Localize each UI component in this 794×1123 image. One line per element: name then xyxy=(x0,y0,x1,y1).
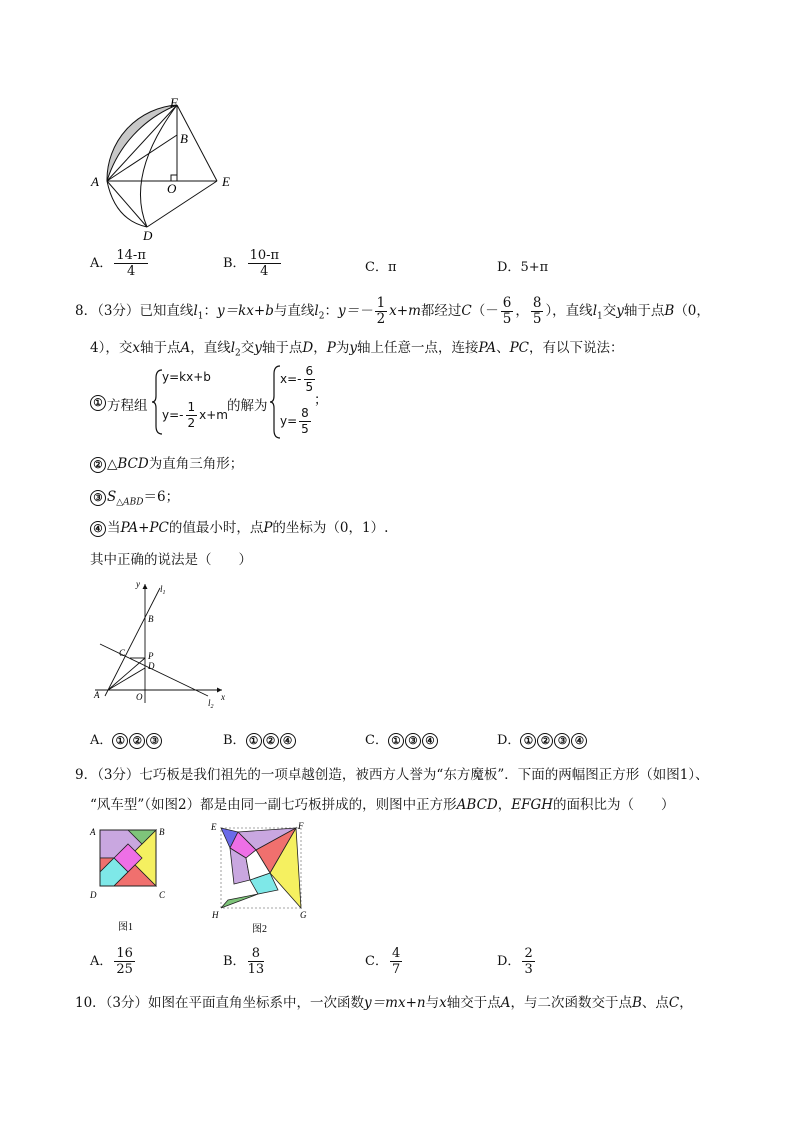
label-A: A xyxy=(94,690,100,700)
label-F: F xyxy=(170,95,178,110)
q9-option-a[interactable]: A． $\frac{16}{25}$ xyxy=(90,946,133,977)
q8-option-b[interactable]: B． ① ② ④ xyxy=(223,729,297,749)
label-C: C xyxy=(159,890,166,900)
fig1-caption: 图1 xyxy=(118,922,133,933)
tangram-fig1 xyxy=(88,822,172,934)
q7-option-c[interactable]: C．π xyxy=(365,260,397,275)
q9-option-d[interactable]: D． $\frac{2}{3}$ xyxy=(497,946,533,977)
q8-question: 其中正确的说法是（ ） xyxy=(90,552,252,568)
q7-option-d[interactable]: D．5+π xyxy=(497,260,549,275)
label-H: H xyxy=(212,910,219,920)
label-D: D xyxy=(148,661,155,671)
q9-line-1: 9．（3分）七巧板是我们祖先的一项卓越创造，被西方人誉为“东方魔板”．下面的两幅图正方形（如图1）、 xyxy=(75,767,709,783)
label-F: F xyxy=(298,821,304,831)
label-x: x xyxy=(221,692,225,702)
q9-option-b[interactable]: B． $\frac{8}{13}$ xyxy=(223,946,265,977)
q8-statement-2: ② △BCD为直角三角形； xyxy=(90,452,243,473)
q10-line-1: 10．（3分）如图在平面直角坐标系中，一次函数y＝mx+n与x轴交于点A，与二次函数交于点B、点C， xyxy=(75,995,693,1011)
q7-option-a[interactable]: A． $\frac{14-\pi}{4}$ xyxy=(90,248,146,279)
q8-option-c[interactable]: C． ① ③ ④ xyxy=(365,729,439,749)
label-O: O xyxy=(136,692,143,702)
q8-option-d[interactable]: D． ① ② ③ ④ xyxy=(497,729,588,749)
label-E: E xyxy=(211,822,217,832)
q8-statement-3: ③ $S_{\triangle ABD}=6$； xyxy=(90,485,179,508)
w-green xyxy=(221,894,258,908)
label-O: O xyxy=(167,181,177,196)
label-y: y xyxy=(136,579,140,589)
tangram-fig2 xyxy=(208,818,312,936)
q8-statement-4: ④ 当PA+PC的值最小时，点P的坐标为（0，1）. xyxy=(90,516,388,537)
seg-AP xyxy=(108,658,145,690)
line-l1 xyxy=(105,588,160,696)
label-B: B xyxy=(159,827,165,837)
q9-option-c[interactable]: C． $\frac{4}{7}$ xyxy=(365,946,401,977)
label-l2: $l_2$ xyxy=(208,698,214,710)
label-A: A xyxy=(91,174,99,189)
y-arrow xyxy=(143,584,148,589)
label-P: P xyxy=(148,651,154,661)
label-C: C xyxy=(119,648,126,658)
label-B: B xyxy=(148,614,154,624)
label-G: G xyxy=(300,910,307,920)
q7-figure xyxy=(85,95,245,243)
q8-option-a[interactable]: A． ① ② ③ xyxy=(90,729,163,749)
label-A: A xyxy=(90,827,96,837)
q8-line-1: 8．（3分）已知直线$l_1$：y＝kx+b与直线$l_2$：y＝－ $\frac{1}{2}$ x+m都经过C（－ $\frac{6}{5}$ ， $\frac{8}{5}$ ），直线$l_1$交y轴于点B（0， xyxy=(75,295,710,327)
label-l1: $l_1$ xyxy=(160,584,166,596)
label-D: D xyxy=(143,228,153,243)
q8-figure xyxy=(90,578,240,710)
label-B: B xyxy=(180,131,188,146)
label-D: D xyxy=(90,890,97,900)
fig2-caption: 图2 xyxy=(252,924,267,935)
q9-line-2: “风车型”（如图2）都是由同一副七巧板拼成的，则图中正方形ABCD，EFGH的面积比为（ ） xyxy=(90,797,675,813)
label-E: E xyxy=(222,174,230,189)
seg-DE xyxy=(147,181,217,227)
q7-option-b[interactable]: B． $\frac{10-\pi}{4}$ xyxy=(223,248,280,279)
q8-statement-1: ① 方程组 y=kx+b y=- $\frac{1}{2}$ x+m 的解为 x=- $\frac{6}{5}$ ； y= $\frac{8}{5}$ xyxy=(90,362,450,442)
q8-line-2: 4），交x轴于点A，直线$l_2$交y轴于点D，P为y轴上任意一点，连接PA、PC，有以下说法： xyxy=(90,340,624,359)
